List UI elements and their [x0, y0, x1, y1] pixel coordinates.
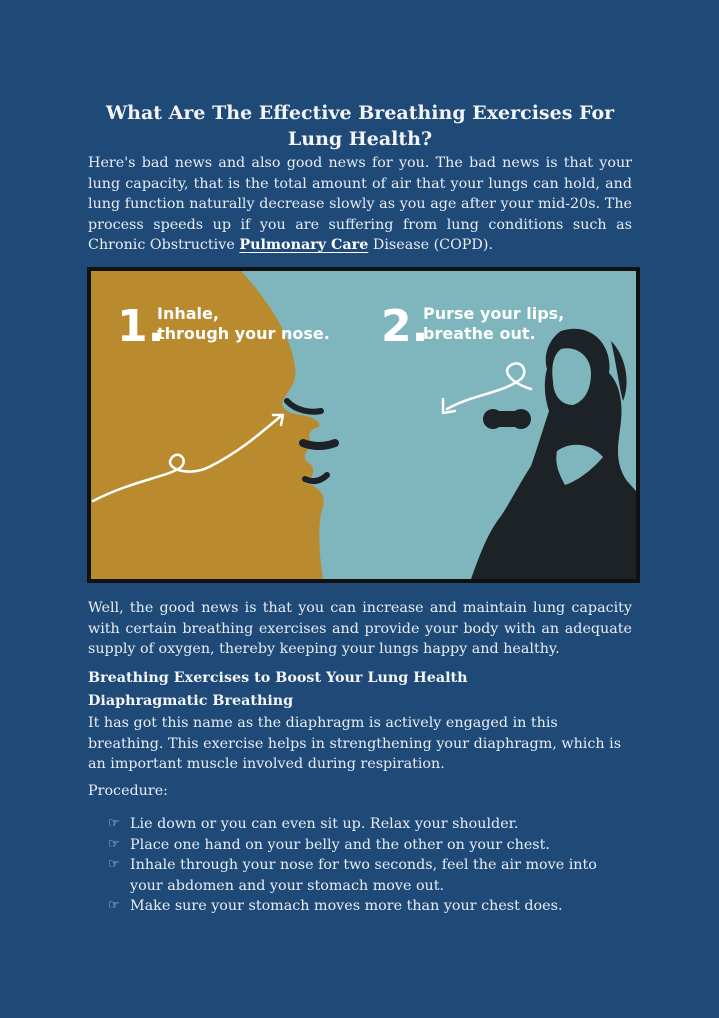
pulmonary-care-link[interactable]: Pulmonary Care: [239, 237, 369, 253]
article-title: What Are The Effective Breathing Exercises For Lung Health?: [105, 102, 615, 150]
step2-line2: breathe out.: [423, 324, 536, 343]
procedure-label: Procedure:: [88, 783, 169, 799]
intro-text-before-link: Here's bad news and also good news for you. The bad news is that your lung capacity, that is the total amount of air that your lungs can hold, and lung function naturally decrease slowly as you age after your mid-20s. The process speeds up if you are suffering from lung conditions such as Chronic Obstructive: [88, 155, 632, 253]
pointing-hand-icon: ☞: [108, 836, 120, 852]
step1-line2: through your nose.: [157, 324, 330, 343]
section-heading: Breathing Exercises to Boost Your Lung Health: [88, 670, 468, 686]
step2-line1: Purse your lips,: [423, 304, 565, 323]
step1-line1: Inhale,: [157, 304, 219, 323]
breathing-illustration: [87, 267, 640, 583]
list-item: [108, 814, 628, 835]
procedure-steps-list: [108, 814, 628, 917]
lips-mark: [303, 443, 335, 446]
pointing-hand-icon: ☞: [108, 857, 120, 872]
step-text: Make sure your stomach moves more than your chest does.: [130, 898, 563, 914]
subheading-diaphragmatic: Diaphragmatic Breathing: [88, 693, 294, 709]
intro-paragraph: [88, 153, 632, 256]
pointing-hand-icon: ☞: [108, 898, 120, 913]
list-item: [108, 896, 628, 917]
step-text: Place one hand on your belly and the other on your chest.: [130, 836, 550, 853]
step2-number: 2.: [381, 301, 429, 352]
step1-number: 1.: [117, 301, 165, 352]
intro-text-after-link: Disease (COPD).: [368, 237, 494, 253]
step-text: Lie down or you can even sit up. Relax your shoulder.: [130, 816, 519, 832]
description-paragraph: It has got this name as the diaphragm is actively engaged in this breathing. This exercise helps in strengthening your diaphragm, which is an important muscle involved during respiration.: [88, 715, 622, 772]
pointing-hand-icon: ☞: [108, 816, 120, 831]
good-news-paragraph: Well, the good news is that you can increase and maintain lung capacity with certain breathing exercises and provide your body with an adequate supply of oxygen, thereby keeping your lungs happy and healthy.: [88, 600, 632, 657]
list-item: [108, 835, 628, 856]
list-item: [108, 855, 628, 896]
step-text: Inhale through your nose for two seconds, feel the air move into your abdomen and your stomach move out.: [130, 857, 597, 894]
